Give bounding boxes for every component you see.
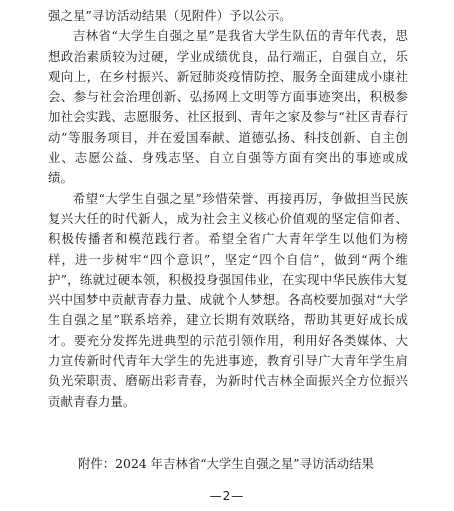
paragraph-expectations: 希望“大学生自强之星”珍惜荣誉、再接再厉，争做担当民族复兴大任的时代新人，成为社会主义核心价值观的坚定信仰者、积极传播者和模范践行者。希望全省广大青年学生以他们为榜样，进一步树牢“四个意识”，坚定“四个自信”，做到“两个维护”，练就过硬本领，积极投身强国伟业，在实现中华民族伟大复兴中国梦中贡献青春力量、成就个人梦想。各高校要加强对“大学生自强之星”联系培养，建立长期有效联络，帮助其更好成长成才。要充分发挥先进典型的示范引领作用，利用好各类媒体、大力宣传新时代青年大学生的先进事迹，教育引导广大青年学生肩负光荣职责、磨砺出彩青春，为新时代吉林全面振兴全方位振兴贡献青春力量。: [48, 190, 408, 409]
attachment-line: 附件：2024 年吉林省“大学生自强之星”寻访活动结果: [78, 456, 374, 471]
paragraph-announcement-end: 强之星”寻访活动结果（见附件）予以公示。: [48, 8, 292, 23]
page-number: —2—: [209, 489, 245, 503]
paragraph-star-description: 吉林省“大学生自强之星”是我省大学生队伍的青年代表，思想政治素质较为过硬，学业成绩优良，品行端正，自强自立，乐观向上，在乡村振兴、新冠肺炎疫情防控、服务全面建成小康社会、参与社会治理创新、弘扬网上文明等方面事迹突出，积极参加社会实践、志愿服务、社区报到、青年之家及参与“社区青春行动”等服务项目，并在爱国奉献、道德弘扬、科技创新、自主创业、志愿公益、身残志坚、自立自强等方面有突出的事迹或成绩。: [48, 28, 408, 186]
document-body: [48, 6, 408, 412]
